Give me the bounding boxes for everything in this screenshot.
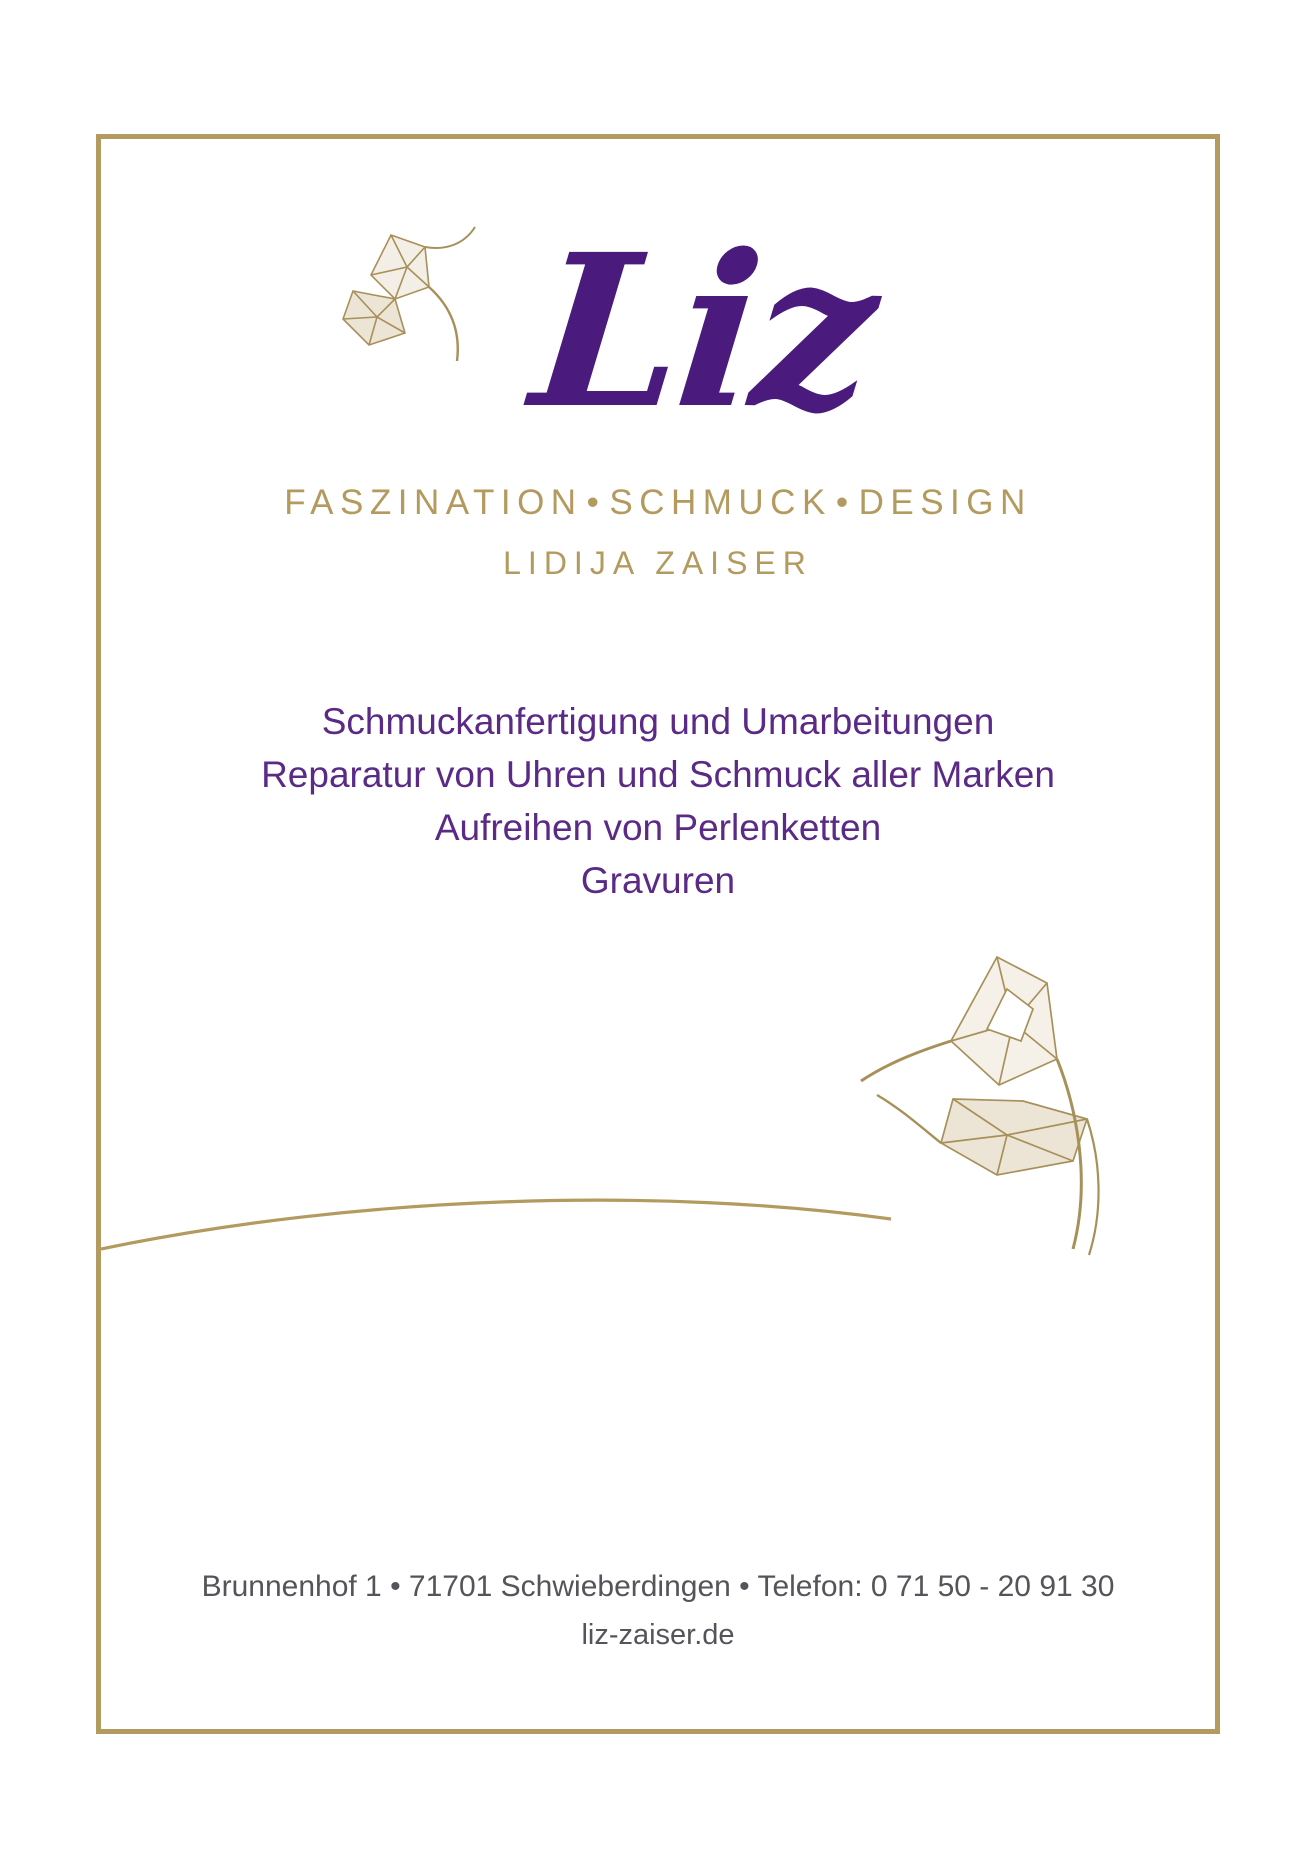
flyer-inner <box>101 139 1215 1729</box>
logo-wordmark-text: Liz <box>522 208 884 455</box>
tagline-part-3: DESIGN <box>858 483 1032 522</box>
tagline-part-1: FASZINATION <box>284 483 583 522</box>
footer-website[interactable]: liz-zaiser.de <box>581 1619 735 1651</box>
flyer-card <box>96 134 1220 1734</box>
logo-tagline <box>101 483 1215 523</box>
logo-block <box>101 187 1215 582</box>
logo-row <box>101 187 1215 477</box>
service-item: Aufreihen von Perlenketten <box>434 807 882 848</box>
tagline-sep-2: • <box>835 483 855 522</box>
butterfly-icon <box>801 949 1121 1279</box>
logo-owner-name: LIDIJA ZAISER <box>503 545 813 581</box>
service-item: Reparatur von Uhren und Schmuck aller Marken <box>261 754 1055 795</box>
tagline-sep-1: • <box>586 483 606 522</box>
logo-wordmark <box>101 187 1215 477</box>
footer-address: Brunnenhof 1 • 71701 Schwieberdingen • Telefon: 0 71 50 - 20 91 30 <box>201 1570 1115 1603</box>
gold-swoosh-line <box>101 1200 891 1249</box>
service-item: Gravuren <box>580 860 736 901</box>
service-item: Schmuckanfertigung und Umarbeitungen <box>321 701 995 742</box>
services-list <box>101 695 1215 907</box>
tagline-part-2: SCHMUCK <box>609 483 832 522</box>
footer <box>101 1563 1215 1659</box>
